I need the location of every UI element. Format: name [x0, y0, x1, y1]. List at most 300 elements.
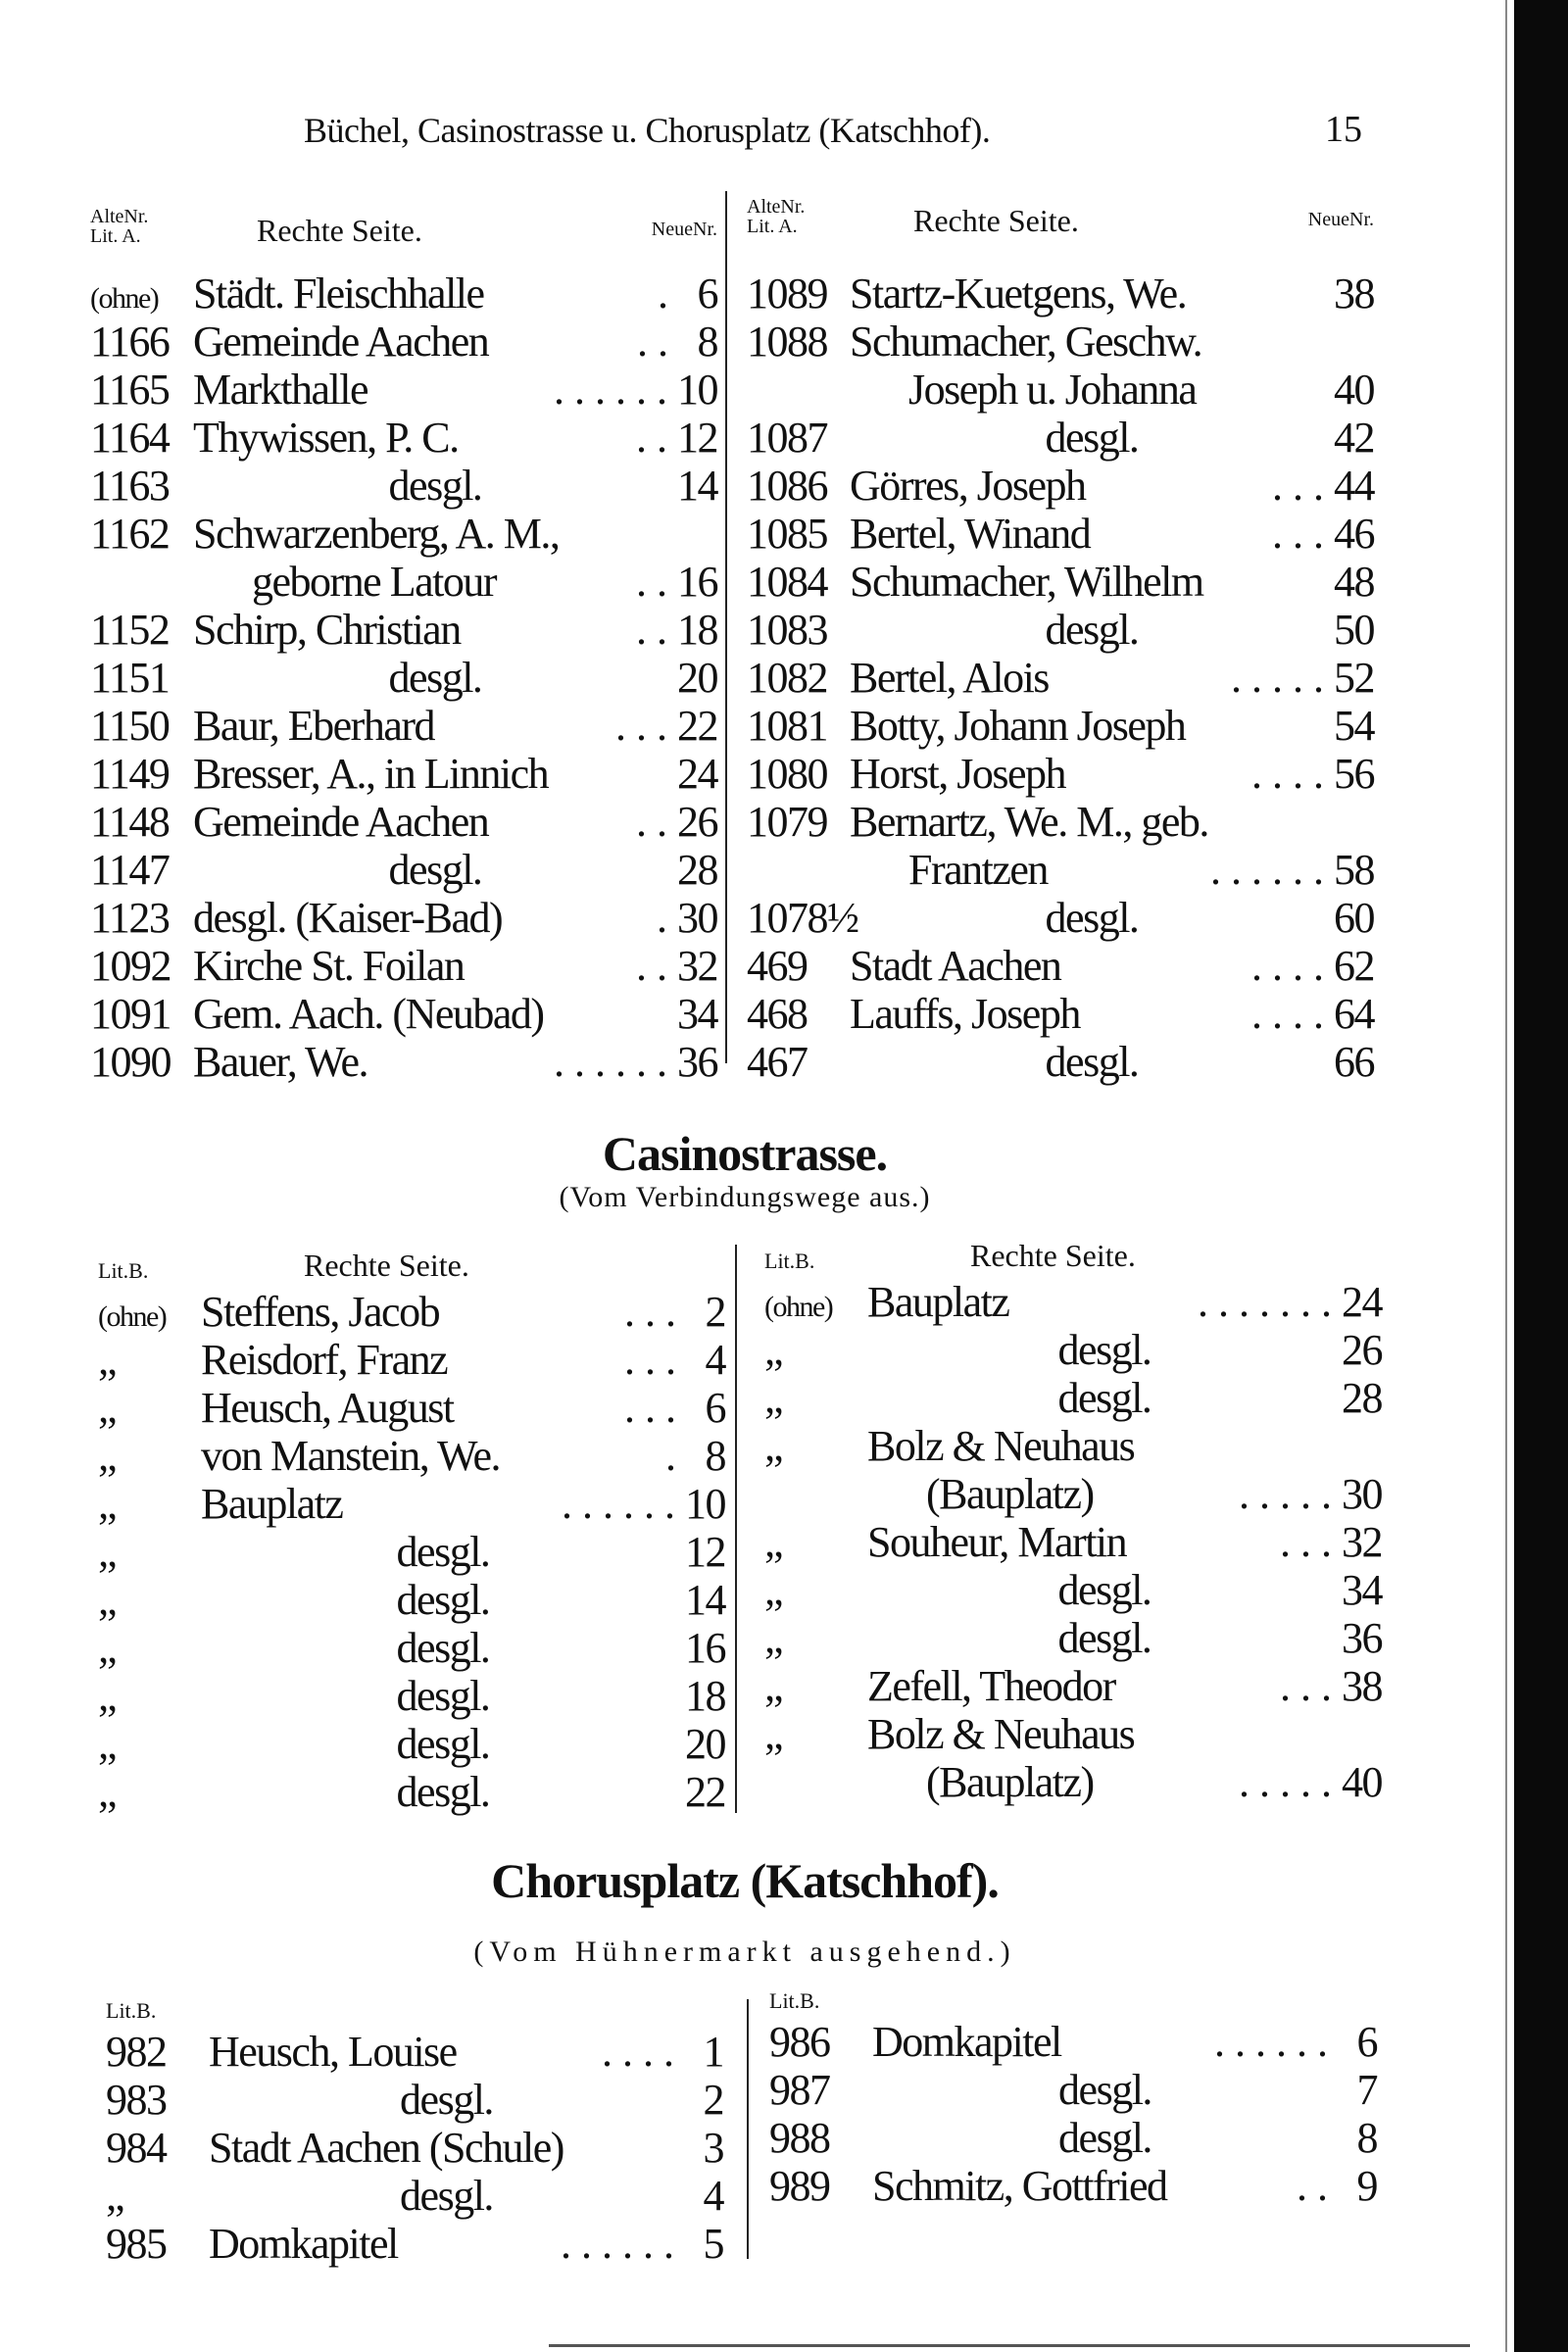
leader-dots: ... — [624, 1336, 686, 1384]
column-header — [764, 1238, 1382, 1278]
entry-row — [90, 1038, 717, 1086]
new-number: 10 — [685, 1480, 725, 1528]
new-number: 34 — [677, 990, 717, 1038]
owner-name: Domkapitel — [872, 2018, 1061, 2066]
entry-row — [106, 2220, 723, 2268]
entry-row — [747, 942, 1374, 990]
lit-label: Lit.B. — [106, 1998, 157, 2023]
leader-dots: .... — [1251, 990, 1334, 1038]
leader-dots: ...... — [561, 2220, 684, 2268]
entry-row — [747, 270, 1374, 318]
old-number: (ohne) — [98, 1300, 167, 1333]
owner-name: Städt. Fleischhalle — [193, 270, 484, 318]
buechel-right-column — [747, 191, 1374, 1086]
leader-dots: ....... — [1198, 1278, 1342, 1326]
leader-dots: ...... — [1214, 2018, 1338, 2066]
owner-name: Souheur, Martin — [867, 1518, 1127, 1566]
owner-name: Schirp, Christian — [193, 606, 461, 654]
old-number: 468 — [747, 990, 808, 1038]
old-number: „ — [764, 1710, 783, 1758]
entry-row — [98, 1432, 725, 1480]
entry-row — [98, 1384, 725, 1432]
old-number: 1123 — [90, 894, 170, 942]
old-number: 467 — [747, 1038, 808, 1086]
entry-row — [90, 750, 717, 798]
new-number: 10 — [677, 366, 717, 414]
old-number: 1088 — [747, 318, 827, 366]
alt-nr-label: AlteNr. Lit. A. — [90, 206, 149, 247]
old-number: 1080 — [747, 750, 827, 798]
entry-row — [98, 1480, 725, 1528]
entry-row — [98, 1576, 725, 1624]
owner-name: Kirche St. Foilan — [193, 942, 465, 990]
entry-row — [90, 270, 717, 318]
new-number: 14 — [677, 462, 717, 510]
leader-dots: ...... — [562, 1480, 685, 1528]
owner-name: desgl. — [396, 1576, 490, 1624]
new-number: 32 — [677, 942, 717, 990]
new-number: 56 — [1334, 750, 1374, 798]
old-number: 1079 — [747, 798, 827, 846]
lit-label: Lit.B. — [98, 1258, 149, 1283]
leader-dots: ... — [615, 702, 677, 750]
old-number: 1162 — [90, 510, 170, 558]
old-number: „ — [764, 1566, 783, 1614]
old-number: 1081 — [747, 702, 827, 750]
old-number: 982 — [106, 2028, 167, 2076]
new-number: 20 — [677, 654, 717, 702]
owner-name: Steffens, Jacob — [201, 1288, 440, 1336]
new-number: 4 — [705, 1336, 725, 1384]
owner-name: Heusch, Louise — [209, 2028, 457, 2076]
new-number: 14 — [685, 1576, 725, 1624]
owner-name: desgl. — [1045, 414, 1139, 462]
new-number: 52 — [1334, 654, 1374, 702]
leader-dots: ...... — [554, 1038, 677, 1086]
new-number: 8 — [705, 1432, 725, 1480]
entry-row — [90, 654, 717, 702]
owner-name: Reisdorf, Franz — [201, 1336, 448, 1384]
owner-name: Horst, Joseph — [850, 750, 1066, 798]
leader-dots: ... — [1272, 462, 1334, 510]
neu-nr-label: NeueNr. — [651, 219, 717, 240]
owner-name: Domkapitel — [209, 2220, 398, 2268]
side-label: Rechte Seite. — [304, 1248, 469, 1283]
new-number: 36 — [677, 1038, 717, 1086]
old-number: (ohne) — [764, 1291, 833, 1323]
column-divider — [747, 1999, 749, 2259]
entry-row — [98, 1624, 725, 1672]
leader-dots: . — [658, 270, 678, 318]
owner-name: desgl. — [400, 2172, 493, 2220]
new-number: 26 — [1342, 1326, 1382, 1374]
page-edge-shadow — [1514, 0, 1568, 2352]
owner-name: desgl. — [1045, 1038, 1139, 1086]
entry-row — [769, 2162, 1377, 2210]
entry-row — [764, 1422, 1382, 1470]
new-number: 60 — [1334, 894, 1374, 942]
new-number: 22 — [677, 702, 717, 750]
old-number: 1147 — [90, 846, 170, 894]
leader-dots: ... — [624, 1384, 686, 1432]
casino-right-column — [764, 1238, 1382, 1806]
leader-dots: ... — [1272, 510, 1334, 558]
leader-dots: . — [657, 894, 677, 942]
new-number: 54 — [1334, 702, 1374, 750]
owner-name: Schumacher, Wilhelm — [850, 558, 1203, 606]
entry-row — [764, 1710, 1382, 1758]
old-number: 987 — [769, 2066, 830, 2114]
entry-row — [90, 846, 717, 894]
new-number: 30 — [677, 894, 717, 942]
entry-row — [90, 894, 717, 942]
side-label: Rechte Seite. — [257, 213, 422, 248]
old-number: 983 — [106, 2076, 167, 2124]
entry-list — [90, 270, 717, 1086]
owner-name: Joseph u. Johanna — [908, 366, 1197, 414]
new-number: 12 — [685, 1528, 725, 1576]
owner-name: Bauplatz — [201, 1480, 343, 1528]
leader-dots: .... — [602, 2028, 684, 2076]
old-number: 1082 — [747, 654, 827, 702]
old-number: „ — [106, 2172, 124, 2220]
old-number: 1164 — [90, 414, 170, 462]
entry-row — [90, 366, 717, 414]
owner-name: Bernartz, We. M., geb. — [850, 798, 1208, 846]
entry-row — [747, 654, 1374, 702]
new-number: 5 — [703, 2220, 723, 2268]
owner-name: Lauffs, Joseph — [850, 990, 1080, 1038]
buechel-left-column — [90, 201, 717, 1086]
entry-row — [764, 1662, 1382, 1710]
owner-name: Zefell, Theodor — [867, 1662, 1115, 1710]
entry-list — [106, 2028, 723, 2268]
owner-name: desgl. — [388, 846, 482, 894]
old-number: 1083 — [747, 606, 827, 654]
column-header — [98, 1248, 725, 1288]
old-number: 1163 — [90, 462, 170, 510]
owner-name: desgl. — [396, 1672, 490, 1720]
entry-row — [764, 1470, 1382, 1518]
entry-row — [747, 1038, 1374, 1086]
owner-name: desgl. — [1045, 894, 1139, 942]
leader-dots: ..... — [1231, 654, 1334, 702]
leader-dots: .. — [636, 798, 677, 846]
entry-row — [764, 1614, 1382, 1662]
old-number: 1092 — [90, 942, 171, 990]
old-number: 1150 — [90, 702, 170, 750]
new-number: 8 — [1356, 2114, 1377, 2162]
owner-name: Bauer, We. — [193, 1038, 368, 1086]
old-number: „ — [98, 1768, 117, 1816]
lit-label: Lit.B. — [769, 1988, 820, 2013]
owner-name: Botty, Johann Joseph — [850, 702, 1186, 750]
new-number: 8 — [697, 318, 717, 366]
owner-name: desgl. — [1058, 2114, 1152, 2162]
old-number: „ — [764, 1326, 783, 1374]
owner-name: Gemeinde Aachen — [193, 798, 489, 846]
owner-name: desgl. — [388, 654, 482, 702]
new-number: 3 — [703, 2124, 723, 2172]
leader-dots: .... — [1251, 942, 1334, 990]
owner-name: Bresser, A., in Linnich — [193, 750, 549, 798]
entry-row — [747, 558, 1374, 606]
new-number: 2 — [703, 2076, 723, 2124]
entry-row — [106, 2028, 723, 2076]
old-number: „ — [98, 1720, 117, 1768]
casino-left-column — [98, 1248, 725, 1816]
new-number: 38 — [1334, 270, 1374, 318]
running-title: Büchel, Casinostrasse u. Chorusplatz (Katschhof). — [304, 111, 991, 150]
new-number: 38 — [1342, 1662, 1382, 1710]
column-divider — [735, 1245, 737, 1813]
entry-row — [106, 2124, 723, 2172]
new-number: 2 — [705, 1288, 725, 1336]
entry-row — [747, 750, 1374, 798]
new-number: 28 — [1342, 1374, 1382, 1422]
old-number: 1148 — [90, 798, 170, 846]
old-number: „ — [98, 1576, 117, 1624]
chorus-left-column — [106, 1994, 723, 2268]
leader-dots: .. — [636, 414, 677, 462]
old-number: „ — [764, 1422, 783, 1470]
owner-name: Stadt Aachen (Schule) — [209, 2124, 564, 2172]
new-number: 40 — [1342, 1758, 1382, 1806]
new-number: 12 — [677, 414, 717, 462]
old-number: „ — [764, 1518, 783, 1566]
leader-dots: ..... — [1239, 1758, 1342, 1806]
old-number: 1087 — [747, 414, 827, 462]
owner-name: desgl. — [1057, 1566, 1152, 1614]
entry-list — [98, 1288, 725, 1816]
old-number: 1152 — [90, 606, 170, 654]
owner-name: Thywissen, P. C. — [193, 414, 459, 462]
alt-nr-label: AlteNr. Lit. A. — [747, 196, 806, 237]
entry-row — [764, 1758, 1382, 1806]
owner-name: Heusch, August — [201, 1384, 454, 1432]
column-divider — [725, 191, 727, 1063]
owner-name: Gemeinde Aachen — [193, 318, 489, 366]
owner-name: Bertel, Alois — [850, 654, 1049, 702]
entry-row — [747, 462, 1374, 510]
entry-row — [106, 2172, 723, 2220]
lit-label: Lit.B. — [764, 1249, 815, 1273]
owner-name: desgl. — [1045, 606, 1139, 654]
owner-name: Markthalle — [193, 366, 368, 414]
owner-name: (Bauplatz) — [926, 1758, 1094, 1806]
leader-dots: ... — [624, 1288, 686, 1336]
old-number: „ — [98, 1480, 117, 1528]
new-number: 4 — [703, 2172, 723, 2220]
entry-list — [747, 270, 1374, 1086]
old-number: 1091 — [90, 990, 171, 1038]
owner-name: Gem. Aach. (Neubad) — [193, 990, 544, 1038]
owner-name: Frantzen — [908, 846, 1048, 894]
new-number: 44 — [1334, 462, 1374, 510]
new-number: 58 — [1334, 846, 1374, 894]
old-number: 1089 — [747, 270, 827, 318]
old-number: 1078½ — [747, 894, 858, 942]
entry-row — [764, 1326, 1382, 1374]
old-number: „ — [98, 1336, 117, 1384]
old-number: 985 — [106, 2220, 167, 2268]
owner-name: desgl. — [1057, 1614, 1152, 1662]
old-number: 1166 — [90, 318, 170, 366]
owner-name: Bertel, Winand — [850, 510, 1091, 558]
leader-dots: .. — [637, 318, 678, 366]
old-number: (ohne) — [90, 282, 159, 315]
new-number: 16 — [685, 1624, 725, 1672]
old-number: 1090 — [90, 1038, 171, 1086]
new-number: 48 — [1334, 558, 1374, 606]
new-number: 16 — [677, 558, 717, 606]
entry-row — [747, 606, 1374, 654]
new-number: 40 — [1334, 366, 1374, 414]
leader-dots: .. — [636, 558, 677, 606]
leader-dots: .. — [636, 942, 677, 990]
owner-name: desgl. — [1058, 2066, 1152, 2114]
leader-dots: ... — [1280, 1518, 1342, 1566]
entry-row — [747, 702, 1374, 750]
entry-row — [747, 366, 1374, 414]
entry-row — [747, 510, 1374, 558]
entry-row — [764, 1374, 1382, 1422]
new-number: 24 — [1342, 1278, 1382, 1326]
owner-name: Baur, Eberhard — [193, 702, 435, 750]
leader-dots: ... — [1280, 1662, 1342, 1710]
leader-dots: .. — [636, 606, 677, 654]
old-number: 986 — [769, 2018, 830, 2066]
owner-name: geborne Latour — [252, 558, 496, 606]
old-number: 984 — [106, 2124, 167, 2172]
new-number: 28 — [677, 846, 717, 894]
owner-name: desgl. — [396, 1768, 490, 1816]
new-number: 24 — [677, 750, 717, 798]
entry-row — [90, 558, 717, 606]
owner-name: Schwarzenberg, A. M., — [193, 510, 560, 558]
new-number: 50 — [1334, 606, 1374, 654]
entry-list — [764, 1278, 1382, 1806]
entry-row — [769, 2066, 1377, 2114]
owner-name: Stadt Aachen — [850, 942, 1061, 990]
entry-row — [90, 414, 717, 462]
entry-row — [98, 1768, 725, 1816]
new-number: 32 — [1342, 1518, 1382, 1566]
old-number: „ — [764, 1374, 783, 1422]
entry-row — [98, 1720, 725, 1768]
new-number: 46 — [1334, 510, 1374, 558]
entry-row — [90, 606, 717, 654]
owner-name: desgl. — [1057, 1374, 1152, 1422]
neu-nr-label: NeueNr. — [1307, 209, 1374, 230]
new-number: 20 — [685, 1720, 725, 1768]
old-number: 1086 — [747, 462, 827, 510]
entry-row — [90, 318, 717, 366]
new-number: 30 — [1342, 1470, 1382, 1518]
entry-row — [90, 702, 717, 750]
section-title-casinostrasse: Casinostrasse. — [602, 1126, 888, 1181]
entry-row — [98, 1288, 725, 1336]
owner-name: Schumacher, Geschw. — [850, 318, 1202, 366]
leader-dots: ...... — [1210, 846, 1334, 894]
section-title-chorusplatz: Chorusplatz (Katschhof). — [491, 1853, 999, 1908]
owner-name: desgl. — [396, 1720, 490, 1768]
new-number: 42 — [1334, 414, 1374, 462]
old-number: 989 — [769, 2162, 830, 2210]
old-number: 1151 — [90, 654, 170, 702]
page-number: 15 — [1325, 109, 1362, 150]
owner-name: (Bauplatz) — [926, 1470, 1094, 1518]
entry-row — [90, 942, 717, 990]
side-label: Rechte Seite. — [970, 1238, 1136, 1273]
entry-row — [769, 2018, 1377, 2066]
new-number: 18 — [677, 606, 717, 654]
owner-name: Startz-Kuetgens, We. — [850, 270, 1187, 318]
column-header — [90, 201, 717, 270]
new-number: 6 — [705, 1384, 725, 1432]
new-number: 1 — [703, 2028, 723, 2076]
new-number: 26 — [677, 798, 717, 846]
entry-row — [98, 1528, 725, 1576]
owner-name: von Manstein, We. — [201, 1432, 500, 1480]
owner-name: Bolz & Neuhaus — [867, 1422, 1135, 1470]
chorus-right-column — [769, 1984, 1377, 2210]
page-edge-line — [1505, 0, 1507, 2352]
entry-row — [747, 990, 1374, 1038]
side-label: Rechte Seite. — [913, 203, 1079, 238]
column-header — [769, 1984, 1377, 2018]
new-number: 6 — [1356, 2018, 1377, 2066]
section-subtitle: (Vom Hühnermarkt ausgehend.) — [473, 1936, 1016, 1968]
owner-name: Bauplatz — [867, 1278, 1009, 1326]
leader-dots: ...... — [554, 366, 677, 414]
entry-row — [90, 510, 717, 558]
entry-row — [90, 990, 717, 1038]
old-number: „ — [98, 1672, 117, 1720]
leader-dots: .. — [1297, 2162, 1338, 2210]
column-header — [106, 1994, 723, 2028]
page-bottom-edge — [549, 2344, 1470, 2347]
leader-dots: . — [665, 1432, 686, 1480]
owner-name: desgl. — [400, 2076, 493, 2124]
old-number: 469 — [747, 942, 808, 990]
entry-row — [98, 1336, 725, 1384]
owner-name: desgl. — [1057, 1326, 1152, 1374]
old-number: „ — [98, 1528, 117, 1576]
entry-row — [764, 1566, 1382, 1614]
new-number: 62 — [1334, 942, 1374, 990]
new-number: 6 — [697, 270, 717, 318]
new-number: 18 — [685, 1672, 725, 1720]
new-number: 66 — [1334, 1038, 1374, 1086]
new-number: 64 — [1334, 990, 1374, 1038]
old-number: 1149 — [90, 750, 170, 798]
entry-row — [98, 1672, 725, 1720]
owner-name: desgl. — [388, 462, 482, 510]
new-number: 7 — [1356, 2066, 1377, 2114]
owner-name: Schmitz, Gottfried — [872, 2162, 1167, 2210]
entry-row — [90, 798, 717, 846]
old-number: „ — [98, 1432, 117, 1480]
entry-list — [769, 2018, 1377, 2210]
entry-row — [764, 1518, 1382, 1566]
new-number: 34 — [1342, 1566, 1382, 1614]
new-number: 36 — [1342, 1614, 1382, 1662]
old-number: 988 — [769, 2114, 830, 2162]
entry-row — [90, 462, 717, 510]
section-subtitle: (Vom Verbindungswege aus.) — [559, 1181, 931, 1213]
entry-row — [747, 414, 1374, 462]
